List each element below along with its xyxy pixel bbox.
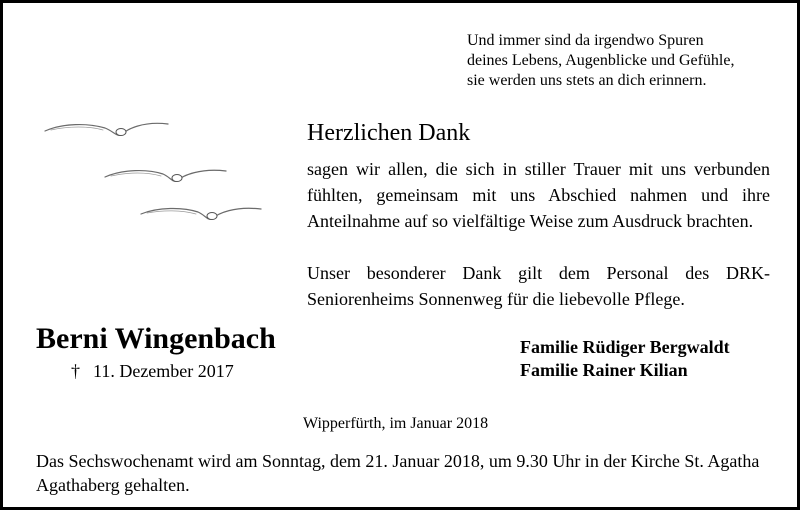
cross-icon: † (71, 361, 80, 381)
special-thanks-paragraph: Unser besonderer Dank gilt dem Personal des DRK-Seniorenheims Sonnenweg für die liebevolle Pflege. (307, 263, 770, 309)
flying-birds-icon (43, 111, 273, 241)
quote-line: Und immer sind da irgendwo Spuren (467, 32, 704, 49)
place-date: Wipperfürth, im Januar 2018 (303, 415, 489, 432)
death-line (71, 360, 234, 382)
thanks-paragraph: sagen wir allen, die sich in stiller Trauer mit uns verbunden fühlten, gemeinsam mit uns Abschied nahmen und ihre Anteilnahme auf so vielfältige Weise zum Ausdruck brachten. (307, 159, 770, 231)
quote-line: sie werden uns stets an dich erinnern. (467, 72, 707, 89)
deceased-name: Berni Wingenbach (36, 322, 276, 355)
family-name: Familie Rainer Kilian (520, 360, 688, 380)
mass-notice: Das Sechswochenamt wird am Sonntag, dem 21. Januar 2018, um 9.30 Uhr in der Kirche St. Agatha Agathaberg gehalten. (36, 451, 760, 495)
quote-line: deines Lebens, Augenblicke und Gefühle, (467, 52, 735, 69)
memorial-quote (467, 31, 734, 91)
mourning-families (520, 336, 730, 382)
family-name: Familie Rüdiger Bergwaldt (520, 337, 730, 357)
death-date: 11. Dezember 2017 (93, 361, 234, 381)
thanks-heading: Herzlichen Dank (307, 120, 471, 146)
